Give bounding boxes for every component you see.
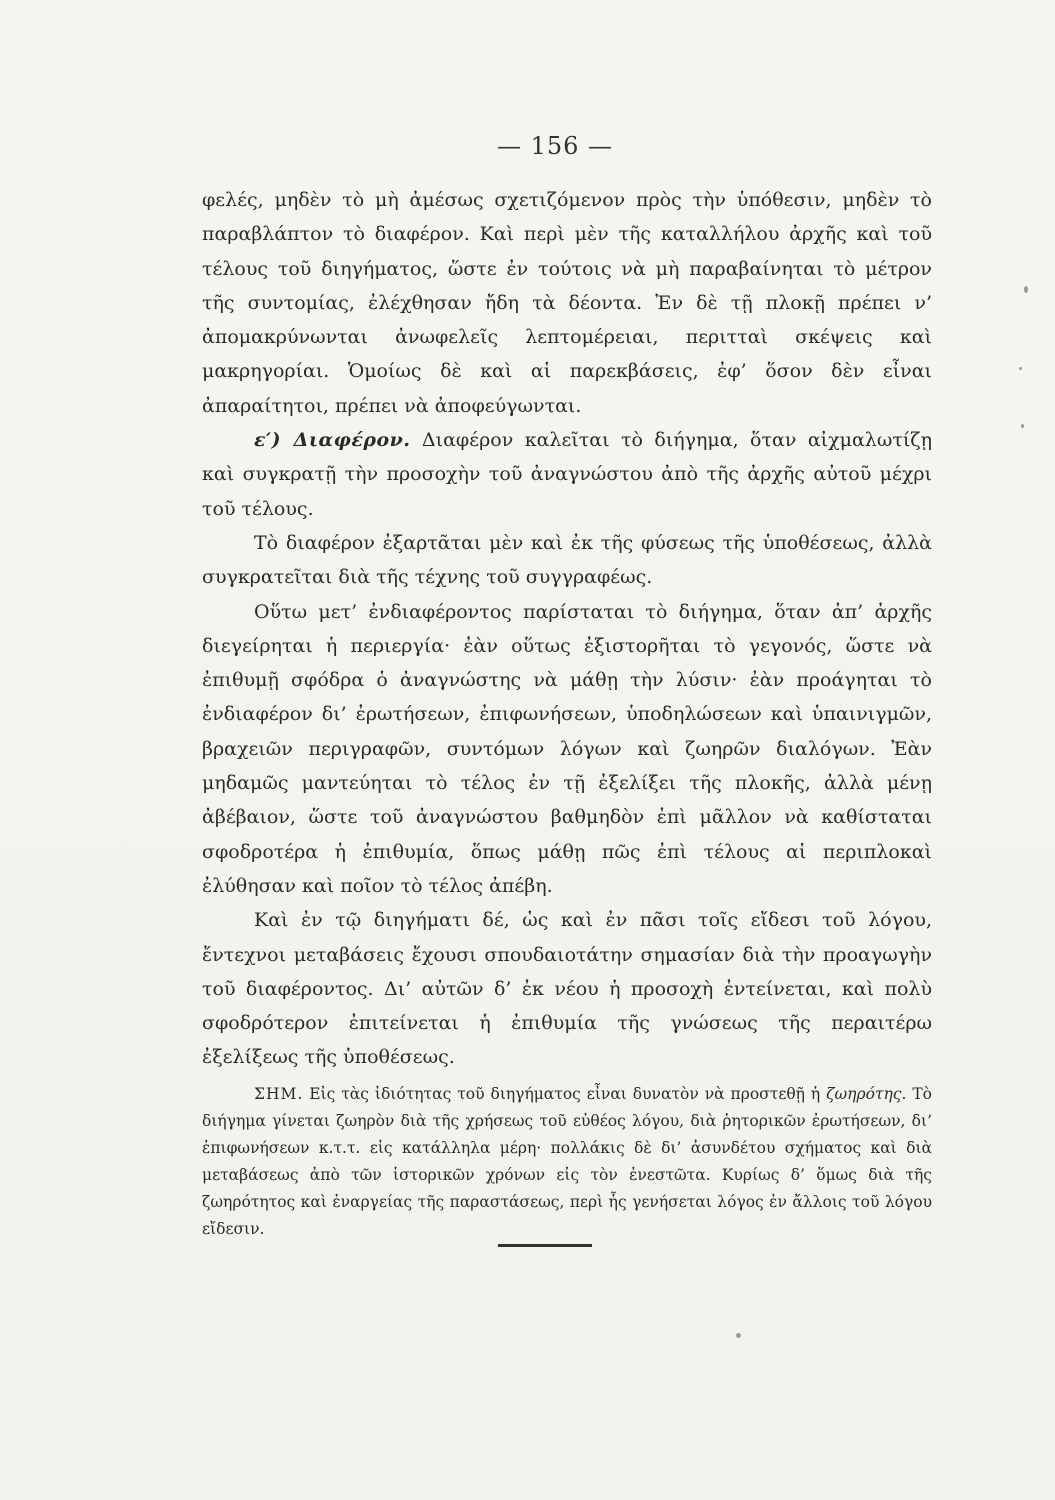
scan-speck [736, 1333, 741, 1338]
paragraph-3: Τὸ διαφέρον ἐξαρτᾶται μὲν καὶ ἐκ τῆς φύσεως τῆς ὑποθέσεως, ἀλλὰ συγκρατεῖται διὰ τῆς τέχνης τοῦ συγγραφέως. [202, 531, 932, 589]
paragraph-interest-text: Διαφέρον καλεῖται τὸ διήγημα, ὅταν αἰχμαλωτίζῃ καὶ συγκρατῇ τὴν προσοχὴν τοῦ ἀναγνώστου ἀπὸ τῆς ἀρχῆς αὐτοῦ μέχρι τοῦ τέλους. [202, 429, 932, 520]
scan-speck [1019, 367, 1022, 370]
footnote-text-2: . Τὸ διήγημα γίνεται ζωηρὸν διὰ τῆς χρήσεως τοῦ εὐθέος λόγου, διὰ ῥητορικῶν ἐρωτήσεων, δι’ ἐπιφωνήσεων κ.τ.τ. εἰς κατάλληλα μέρη· πολλάκις δὲ δι’ ἀσυνδέτου σχήματος καὶ διὰ μεταβάσεως ἀπὸ τῶν ἱστορικῶν χρόνων εἰς τὸν ἐνεστῶτα. Κυρίως δ’ ὅμως διὰ τῆς ζωηρότητος καὶ ἐναργείας τῆς παραστάσεως, περὶ ἧς γενήσεται λόγος ἐν ἄλλοις τοῦ λόγου εἴδεσιν. [202, 1084, 932, 1238]
paragraph-4: Οὕτω μετ’ ἐνδιαφέροντος παρίσταται τὸ διήγημα, ὅταν ἀπ’ ἀρχῆς διεγείρηται ἡ περιεργία· ἐὰν οὕτως ἐξιστορῆται τὸ γεγονός, ὥστε νὰ ἐπιθυμῇ σφόδρα ὁ ἀναγνώστης νὰ μάθῃ τὴν λύσιν· ἐὰν προάγηται τὸ ἐνδιαφέρον δι’ ἐρωτήσεων, ἐπιφωνήσεων, ὑποδηλώσεων καὶ ὑπαινιγμῶν, βραχειῶν περιγραφῶν, συντόμων λόγων καὶ ζωηρῶν διαλόγων. Ἐὰν μηδαμῶς μαντεύηται τὸ τέλος ἐν τῇ ἐξελίξει τῆς πλοκῆς, ἀλλὰ μένῃ ἀβέβαιον, ὥστε τοῦ ἀναγνώστου βαθμηδὸν ἐπὶ μᾶλλον νὰ καθίσταται σφοδροτέρα ἡ ἐπιθυμία, ὅπως μάθῃ πῶς ἐπὶ τέλους αἱ περιπλοκαὶ ἐλύθησαν καὶ ποῖον τὸ τέλος ἀπέβη. [202, 600, 932, 897]
paragraph-1: φελές, μηδὲν τὸ μὴ ἀμέσως σχετιζόμενον πρὸς τὴν ὑπόθεσιν, μηδὲν τὸ παραβλάπτον τὸ διαφέρον. Καὶ περὶ μὲν τῆς καταλλήλου ἀρχῆς καὶ τοῦ τέλους τοῦ διηγήματος, ὥστε ἐν τούτοις νὰ μὴ παραβαίνηται τὸ μέτρον τῆς συντομίας, ἐλέχθησαν ἤδη τὰ δέοντα. Ἐν δὲ τῇ πλοκῇ πρέπει ν’ ἀπομακρύνωνται ἀνωφελεῖς λεπτομέρειαι, περιτταὶ σκέψεις καὶ μακρηγορίαι. Ὁμοίως δὲ καὶ αἱ παρεκβάσεις, ἐφ’ ὅσον δὲν εἶναι ἀπαραίτητοι, πρέπει νὰ ἀποφεύγωνται. [202, 189, 932, 417]
footnote-text-1: Εἰς τὰς ἰδιότητας τοῦ διηγήματος εἶναι δυνατὸν νὰ προστεθῇ ἡ [303, 1084, 827, 1103]
body-text [202, 183, 932, 1243]
footnote [202, 1081, 932, 1243]
section-heading-interest: ε′) Διαφέρον. [254, 429, 411, 452]
paragraph-interest [202, 423, 932, 526]
footnote-emphasis: ζωηρότης [826, 1084, 902, 1103]
scan-speck [1024, 286, 1028, 293]
page-number: — 156 — [496, 132, 614, 160]
paragraph-5: Καὶ ἐν τῷ διηγήματι δέ, ὡς καὶ ἐν πᾶσι τοῖς εἴδεσι τοῦ λόγου, ἔντεχνοι μεταβάσεις ἔχουσι σπουδαιοτάτην σημασίαν διὰ τὴν προαγωγὴν τοῦ διαφέροντος. Δι’ αὐτῶν δ’ ἐκ νέου ἡ προσοχὴ ἐντείνεται, καὶ πολὺ σφοδρότερον ἐπιτείνεται ἡ ἐπιθυμία τῆς γνώσεως τῆς περαιτέρω ἐξελίξεως τῆς ὑποθέσεως. [202, 909, 932, 1069]
footnote-label: ΣΗΜ. [254, 1084, 304, 1103]
scan-speck [1021, 424, 1024, 428]
closing-rule [498, 1244, 592, 1247]
